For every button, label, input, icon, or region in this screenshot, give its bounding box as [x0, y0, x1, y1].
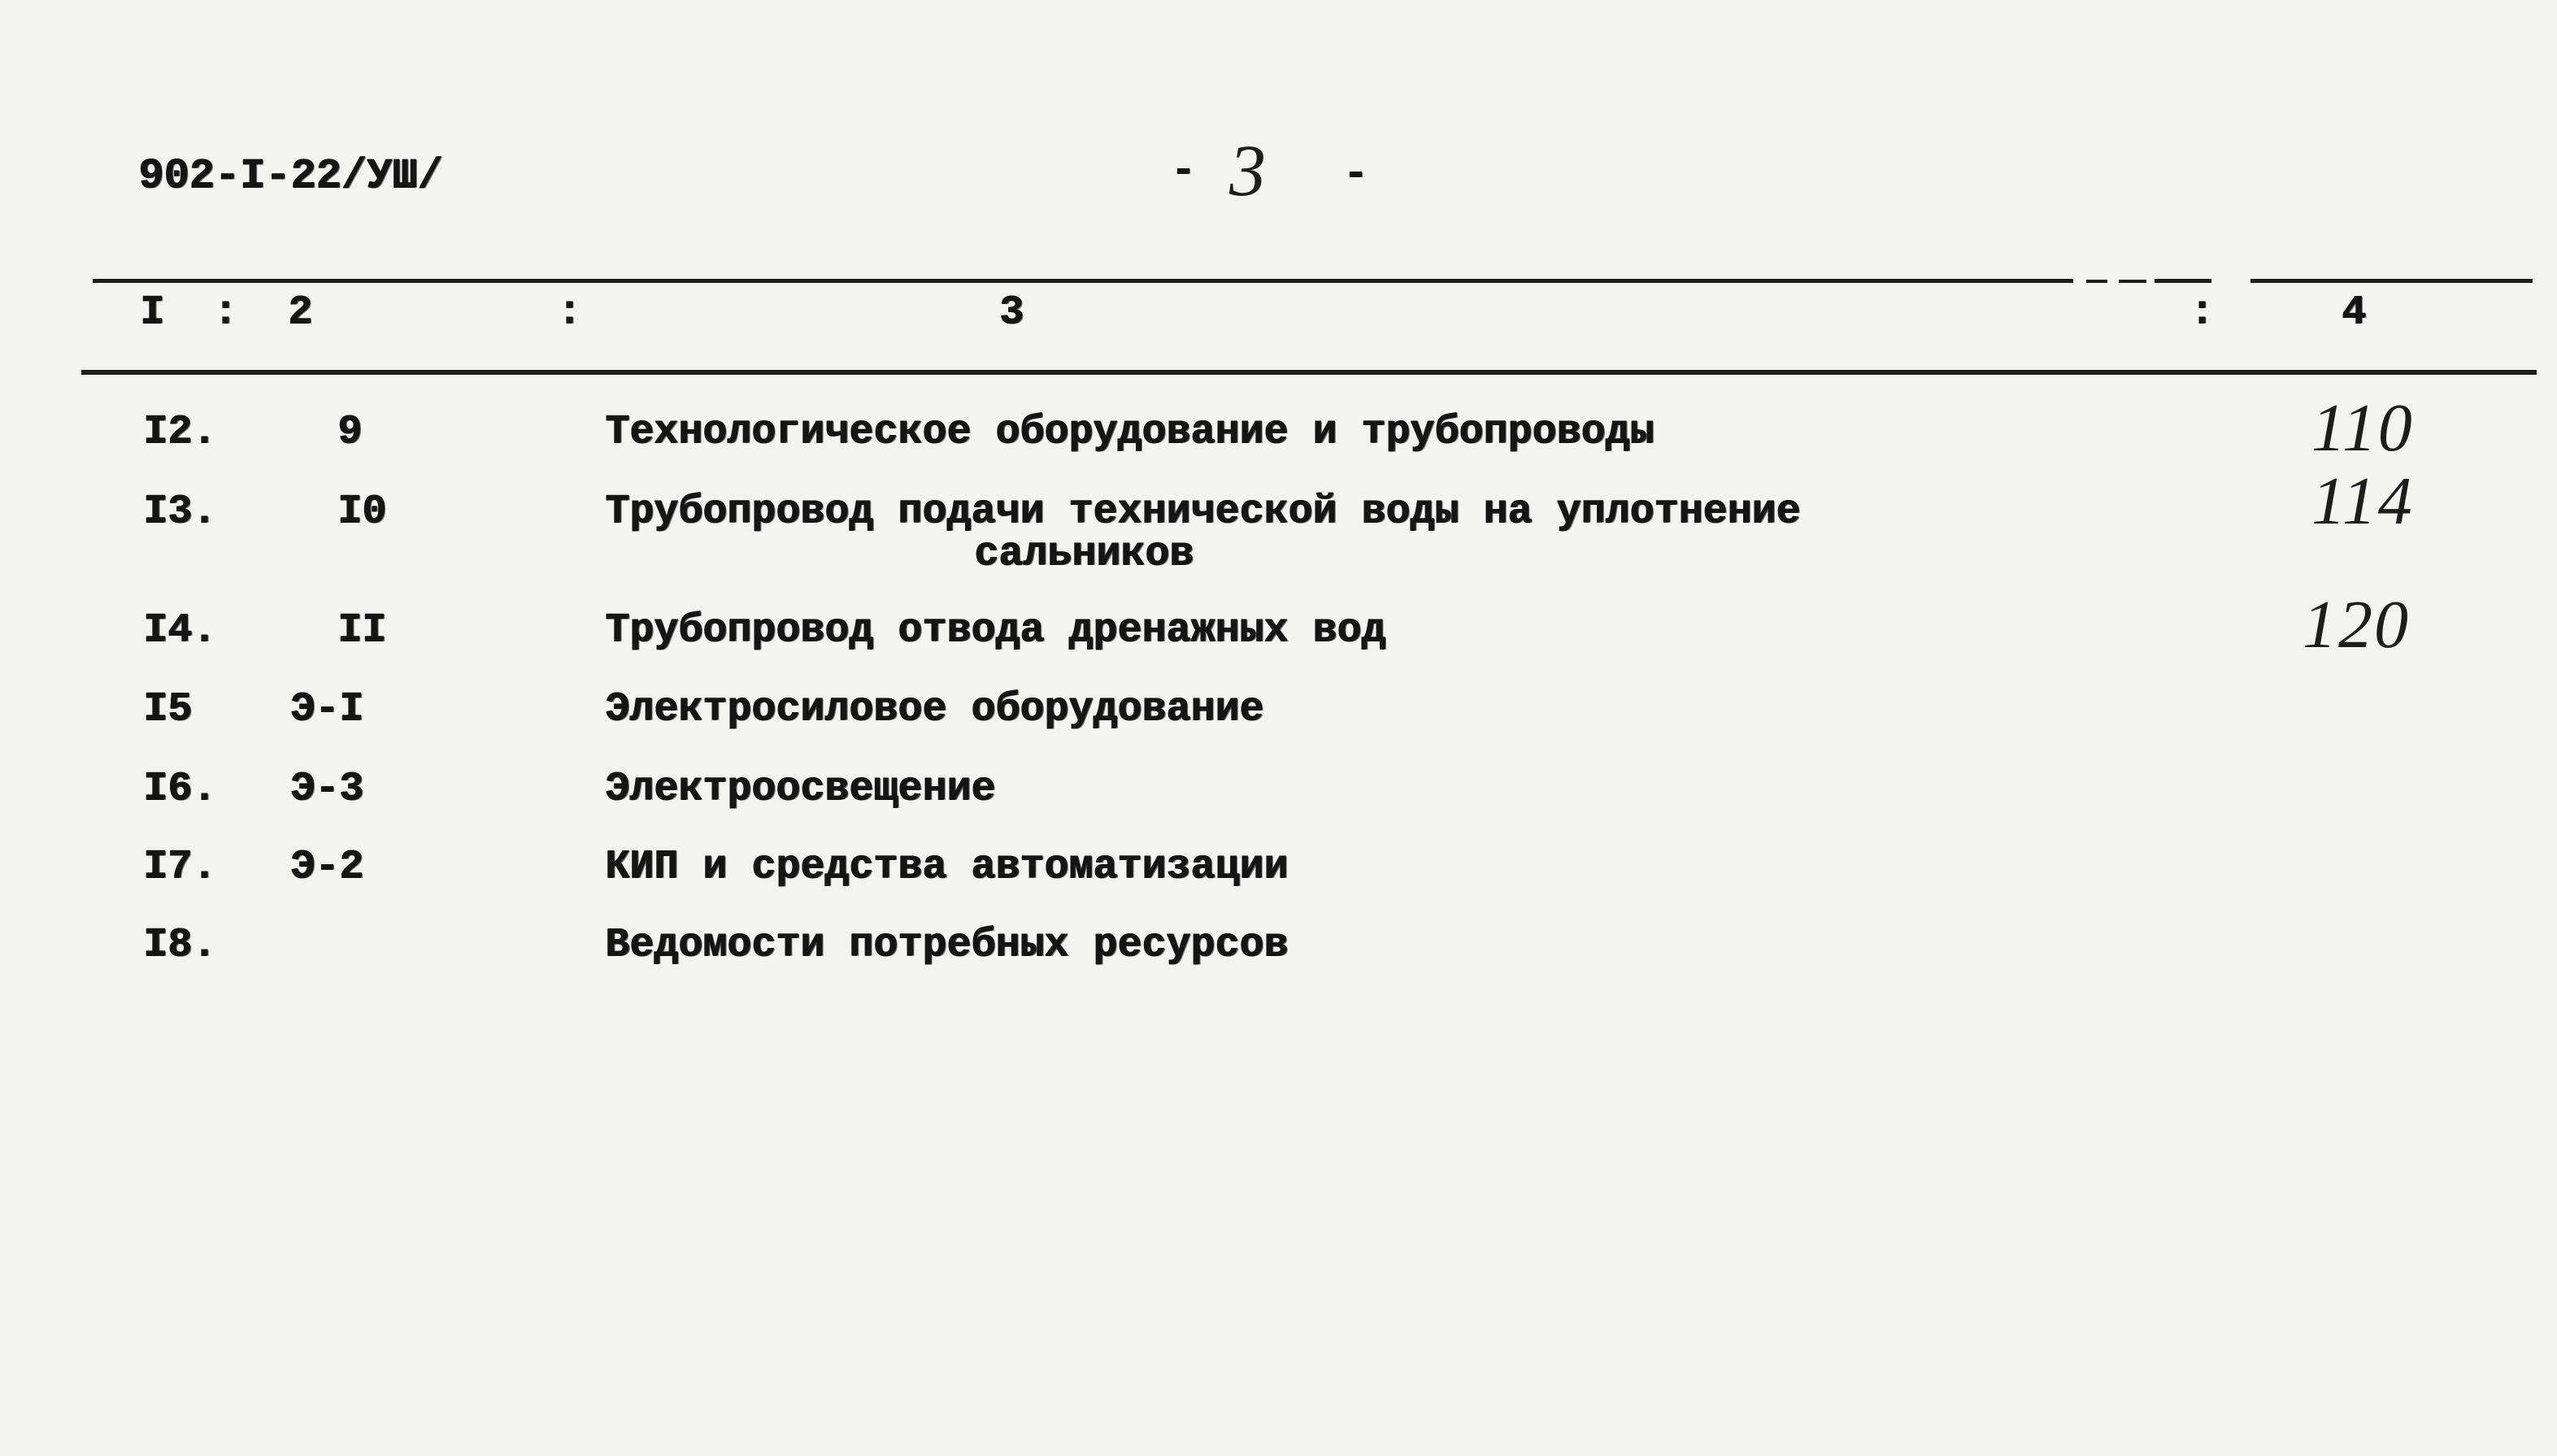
row-pages-handwritten: 120: [2303, 587, 2410, 663]
row-pages-handwritten: 114: [2311, 463, 2414, 539]
table-row: [0, 587, 2557, 663]
row-number: I6.: [143, 766, 217, 812]
table-row: [0, 844, 2557, 890]
row-code: 9: [337, 409, 363, 455]
row-code: Э-3: [290, 766, 364, 812]
column-header-2: 2: [288, 289, 313, 336]
table-header-rule: [81, 370, 2537, 375]
column-header-3: 3: [999, 289, 1024, 336]
row-title: Трубопровод подачи технической воды на уплотнение: [605, 489, 1801, 535]
row-number: I8.: [143, 922, 217, 968]
row-number: I3.: [143, 489, 217, 535]
table-top-rule-dash: [2119, 280, 2146, 283]
row-code: Э-I: [290, 686, 364, 732]
row-number: I4.: [143, 607, 217, 654]
row-title: Электроосвещение: [605, 766, 996, 812]
table-row: [0, 686, 2557, 732]
row-code: Э-2: [290, 844, 364, 890]
row-code: II: [337, 607, 387, 654]
row-title: КИП и средства автоматизации: [605, 844, 1289, 890]
row-title: Трубопровод отвода дренажных вод: [605, 607, 1386, 654]
row-number: I2.: [143, 409, 217, 455]
table-top-rule: [93, 279, 2073, 283]
table-row: [0, 390, 2557, 466]
table-row: [0, 766, 2557, 812]
row-number: I5: [143, 686, 193, 732]
page-number-value: 3: [1229, 131, 1268, 211]
row-title-continuation: сальников: [974, 531, 1194, 577]
column-separator: :: [557, 289, 582, 336]
column-header-4: 4: [2342, 289, 2367, 336]
row-title: Технологическое оборудование и трубопроводы: [605, 409, 1655, 455]
table-top-rule-dash: [2155, 279, 2211, 283]
row-pages-handwritten: 110: [2311, 390, 2414, 466]
row-title: Ведомости потребных ресурсов: [605, 922, 1289, 968]
column-separator: :: [2190, 289, 2215, 336]
page-number-dash-left: -: [1171, 148, 1196, 194]
row-code: I0: [337, 489, 387, 535]
document-code: 902-I-22/УШ/: [138, 152, 443, 200]
column-separator: :: [213, 289, 238, 336]
table-row: [0, 922, 2557, 968]
table-top-rule-dash: [2086, 280, 2107, 283]
table-top-rule-end: [2250, 279, 2533, 283]
table-row: [0, 463, 2557, 577]
column-header-1: I: [140, 289, 165, 336]
row-number: I7.: [143, 844, 217, 890]
row-title: Электросиловое оборудование: [605, 686, 1264, 732]
page-number-dash-right: -: [1343, 151, 1368, 198]
